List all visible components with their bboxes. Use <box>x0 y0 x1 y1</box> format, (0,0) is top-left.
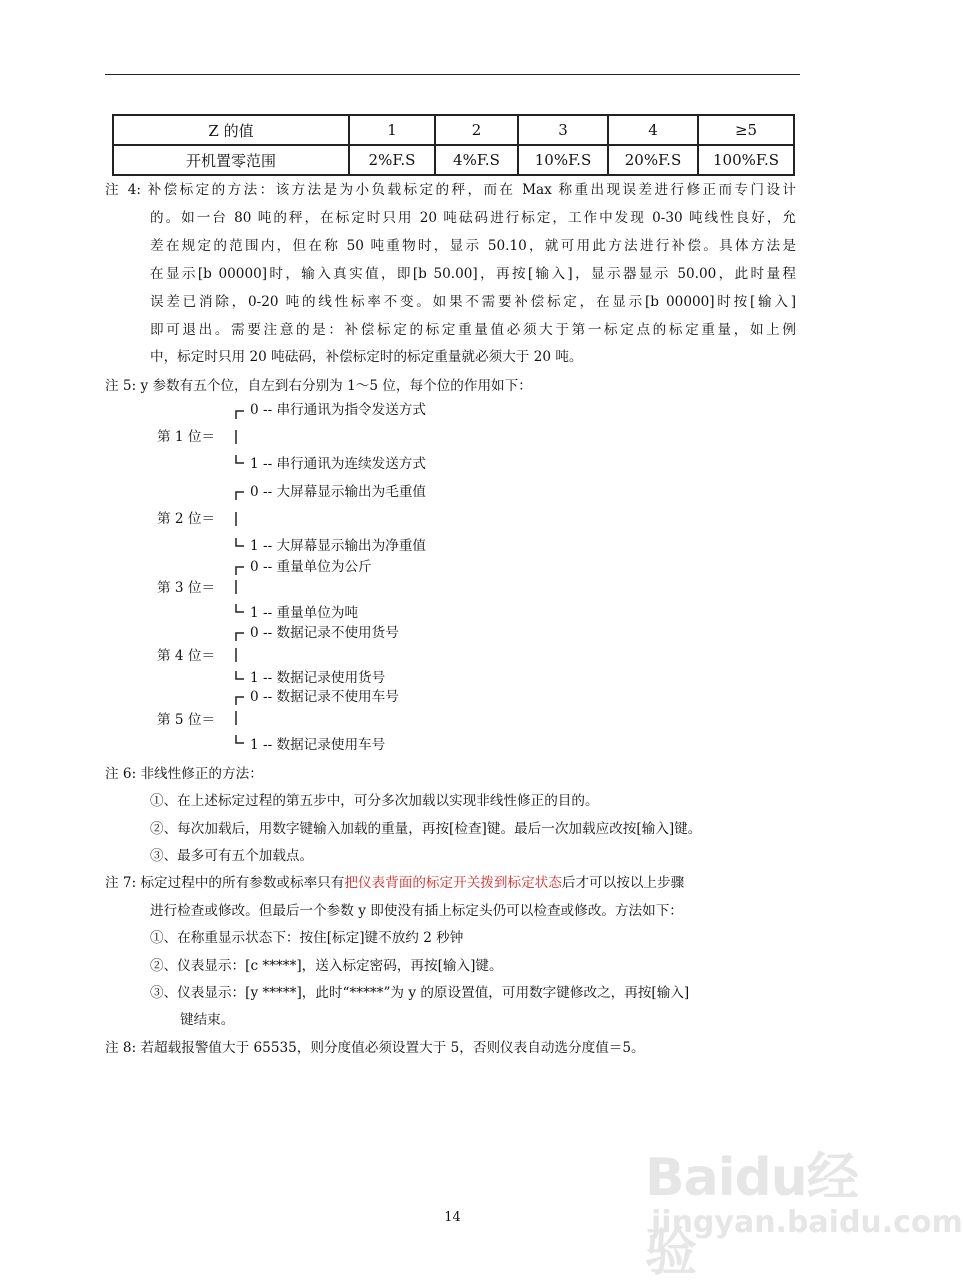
table-cell: 3 <box>518 115 608 145</box>
bit4-option0: 0 -- 数据记录不使用货号 <box>250 625 399 641</box>
note7-line1-tail: 后才可以按以上步骤 <box>561 875 685 891</box>
note6-item: ③、最多可有五个加载点。 <box>150 848 314 864</box>
bit2-option1: 1 -- 大屏幕显示输出为净重值 <box>250 538 427 554</box>
page-number: 14 <box>444 1210 461 1225</box>
table-cell: ≥5 <box>698 115 794 145</box>
bracket <box>236 492 244 546</box>
note7-line1-text: 注 7: 标定过程中的所有参数或标率只有 <box>105 875 345 891</box>
bracket <box>236 633 244 679</box>
table-cell: 20%F.S <box>608 145 698 175</box>
bit3-option1: 1 -- 重量单位为吨 <box>250 605 359 621</box>
bit4-option1: 1 -- 数据记录使用货号 <box>250 670 386 686</box>
table-cell: 4%F.S <box>435 145 518 175</box>
table-cell: 1 <box>349 115 435 145</box>
table-row-label: 开机置零范围 <box>113 145 349 175</box>
note7-item: ②、仪表显示：[c *****]，送入标定密码，再按[输入]键。 <box>150 958 503 974</box>
bracket <box>236 697 244 743</box>
table-header-label: Z 的值 <box>113 115 349 145</box>
note6-item: ①、在上述标定过程的第五步中，可分多次加载以实现非线性修正的目的。 <box>150 793 599 809</box>
bracket <box>236 411 244 463</box>
bit1-label: 第 1 位＝ <box>157 429 216 445</box>
bit1-option1: 1 -- 串行通讯为连续发送方式 <box>250 456 427 472</box>
bracket <box>236 567 244 612</box>
note4-line: 差在规定的范围内，但在称 50 吨重物时，显示 50.10，就可用此方法进行补偿。具体方法是 <box>150 238 796 254</box>
watermark-brand: Baidu经验 <box>645 1148 858 1283</box>
bit2-label: 第 2 位＝ <box>157 511 216 527</box>
bit5-option1: 1 -- 数据记录使用车号 <box>250 737 386 753</box>
note4-line: 的。如一台 80 吨的秤，在标定时只用 20 吨砝码进行标定，工作中发现 0-30 吨线性良好，允 <box>150 210 796 226</box>
note6-title: 注 6: 非线性修正的方法： <box>105 766 263 782</box>
bit2-option0: 0 -- 大屏幕显示输出为毛重值 <box>250 484 427 500</box>
bit1-option0: 0 -- 串行通讯为指令发送方式 <box>250 402 427 418</box>
bit4-label: 第 4 位＝ <box>157 648 216 664</box>
note7-line2: 进行检查或修改。但最后一个参数 y 即使没有插上标定头仍可以检查或修改。方法如下： <box>150 903 683 919</box>
note4-line: 注 4: 补偿标定的方法：该方法是为小负载标定的秤，而在 Max 称重出现误差进行修正而专门设计 <box>105 182 796 198</box>
bit3-label: 第 3 位＝ <box>157 580 216 596</box>
note7-item: ③、仪表显示：[y *****]，此时“*****”为 y 的原设置值，可用数字键修改之，再按[输入] <box>150 985 690 1001</box>
note7-item-continued: 键结束。 <box>180 1012 235 1028</box>
table-cell: 2 <box>435 115 518 145</box>
note7-highlight: 把仪表背面的标定开关拨到标定状态 <box>344 875 562 891</box>
table-cell: 4 <box>608 115 698 145</box>
table-cell: 10%F.S <box>518 145 608 175</box>
note4-line: 即可退出。需要注意的是：补偿标定的标定重量值必须大于第一标定点的标定重量，如上例 <box>150 322 796 338</box>
note7-item: ①、在称重显示状态下：按住[标定]键不放约 2 秒钟 <box>150 930 464 946</box>
note5-intro: 注 5: y 参数有五个位，自左到右分别为 1～5 位，每个位的作用如下： <box>105 378 532 394</box>
bit3-option0: 0 -- 重量单位为公斤 <box>250 559 372 575</box>
note7-line1 <box>105 873 684 893</box>
table-cell: 100%F.S <box>698 145 794 175</box>
watermark-url: jingyan.baidu.com <box>651 1205 963 1240</box>
note4-line: 中，标定时只用 20 吨砝码，补偿标定时的标定重量就必须大于 20 吨。 <box>150 349 583 365</box>
baidu-jingyan-watermark <box>645 1135 963 1283</box>
bit5-label: 第 5 位＝ <box>157 712 216 728</box>
note8-text: 注 8: 若超载报警值大于 65535，则分度值必须设置大于 5，否则仪表自动选分度值＝5。 <box>105 1040 645 1056</box>
note4-line: 误差已消除，0-20 吨的线性标率不变。如果不需要补偿标定，在显示[b 00000]时按[输入] <box>150 294 796 310</box>
bit5-option0: 0 -- 数据记录不使用车号 <box>250 689 399 705</box>
table-cell: 2%F.S <box>349 145 435 175</box>
note4-line: 在显示[b 00000]时，输入真实值，即[b 50.00]，再按[输入]，显示器显示 50.00，此时量程 <box>150 266 796 282</box>
note6-item: ②、每次加载后，用数字键输入加载的重量，再按[检查]键。最后一次加载应改按[输入]键。 <box>150 821 702 837</box>
